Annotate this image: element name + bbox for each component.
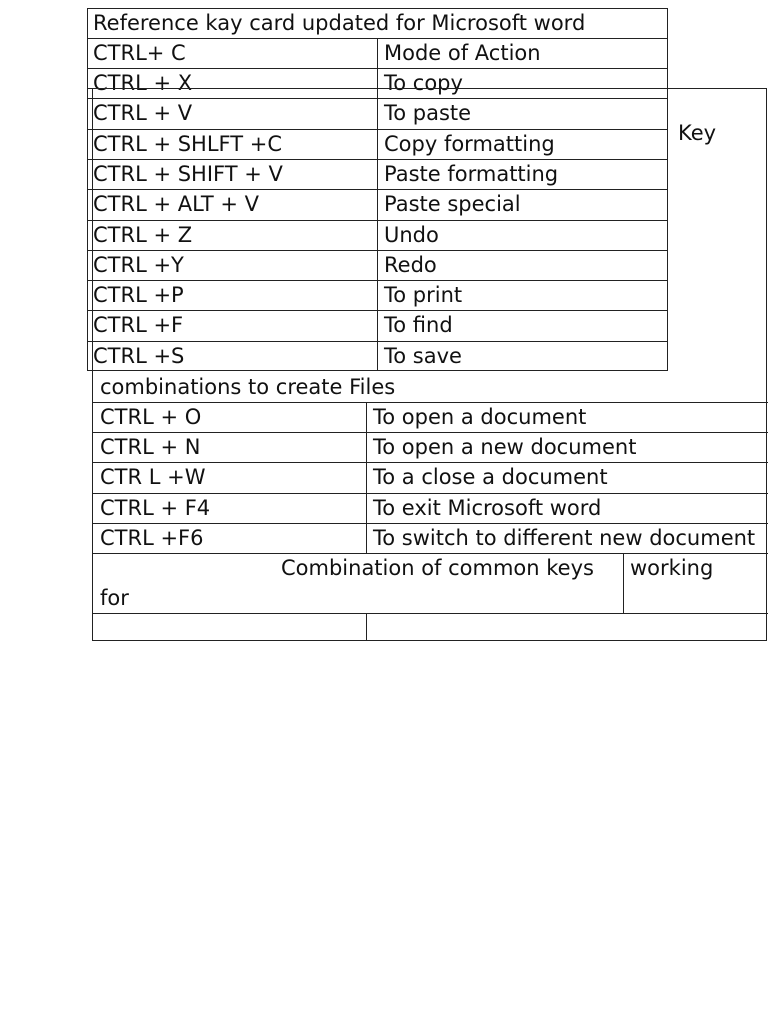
shortcut-key: CTRL +Y [93,253,184,277]
back-heading-label: combinations to create Files [100,375,396,399]
shortcut-action: To print [384,283,463,307]
shortcut-key: CTRL +S [93,344,185,368]
shortcut-action: Mode of Action [384,41,541,65]
row-divider [92,613,768,614]
shortcut-key: CTRL + F4 [100,496,211,520]
shortcut-action: Paste special [384,192,521,216]
shortcut-action: To paste [384,101,472,125]
shortcut-key: CTRL+ C [93,41,186,65]
for-label: for [100,586,129,610]
column-divider [366,402,367,553]
shortcut-action: Undo [384,223,439,247]
shortcut-key: CTRL + V [93,101,193,125]
shortcut-key: CTRL + Z [93,223,193,247]
back-table-top-edge [87,88,668,89]
shortcut-key: CTRL + SHIFT + V [93,162,283,186]
shortcut-key: CTRL +P [93,283,184,307]
shortcut-key: CTR L +W [100,465,206,489]
shortcut-action: To save [384,344,462,368]
shortcut-key: CTRL + X [93,71,193,95]
common-keys-label: Combination of common keys [281,556,594,580]
shortcut-action: Copy formatting [384,132,555,156]
column-divider [623,553,624,613]
shortcut-key: CTRL +F6 [100,526,204,550]
shortcut-action: To exit Microsoft word [373,496,602,520]
shortcut-action: To open a new document [373,435,637,459]
shortcut-action: To switch to different new document [373,526,756,550]
back-heading-key: Key [678,121,717,145]
working-label: working [630,556,714,580]
shortcut-action: To find [384,313,453,337]
shortcut-key: CTRL + O [100,405,202,429]
shortcut-action: Redo [384,253,437,277]
shortcut-action: To open a document [373,405,587,429]
shortcut-action: To copy [384,71,463,95]
shortcut-action: Paste formatting [384,162,559,186]
column-divider [366,613,367,641]
shortcut-key: CTRL + SHLFT +C [93,132,283,156]
card-title: Reference kay card updated for Microsoft word [93,11,586,35]
shortcut-key: CTRL + ALT + V [93,192,260,216]
shortcut-key: CTRL +F [93,313,184,337]
shortcut-key: CTRL + N [100,435,201,459]
shortcut-action: To a close a document [373,465,608,489]
